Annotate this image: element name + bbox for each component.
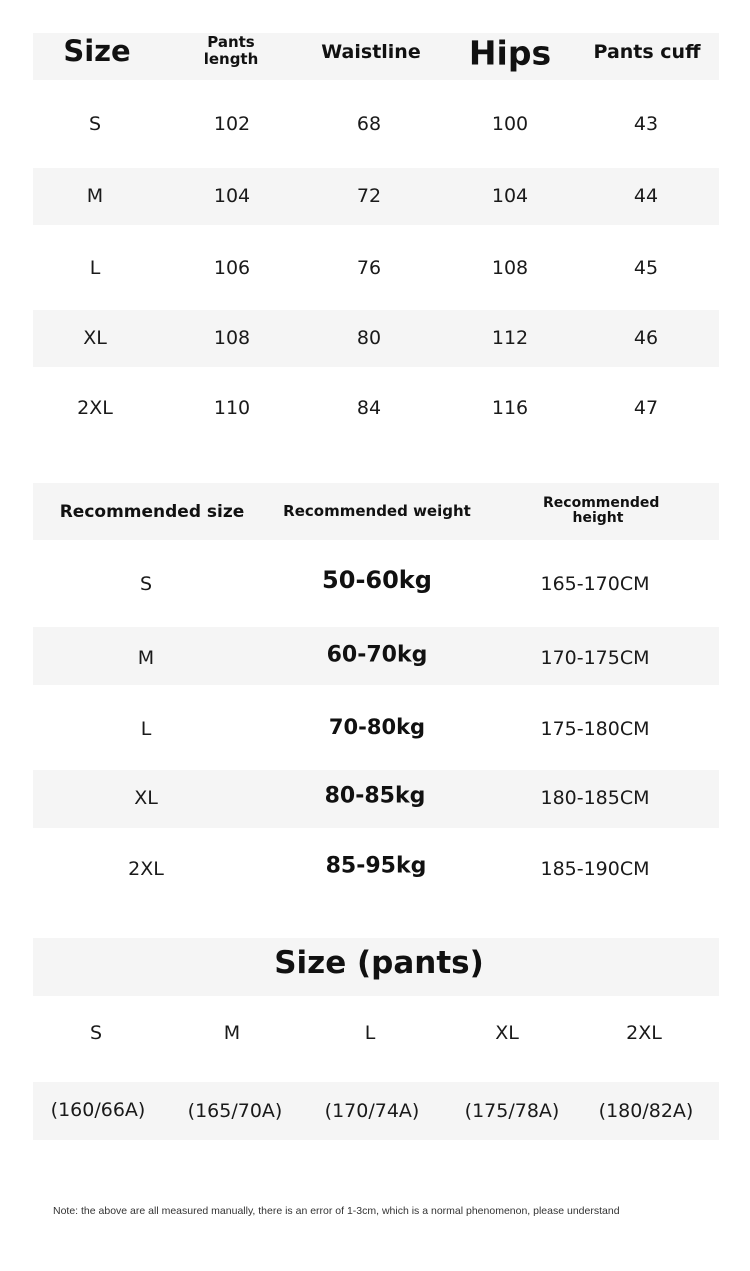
table-cell: 68: [356, 113, 382, 135]
table-cell: M: [137, 647, 155, 669]
table-cell: 106: [213, 257, 251, 279]
table-cell: 170-175CM: [540, 647, 650, 669]
table-cell: 76: [356, 257, 382, 279]
table-cell: 110: [213, 397, 251, 419]
table-cell: 45: [633, 257, 659, 279]
table-cell: 44: [633, 185, 659, 207]
header-recommended-weight: Recommended weight: [283, 502, 471, 520]
header-waistline: Waistline: [321, 41, 421, 63]
table-cell: 50-60kg: [322, 566, 432, 594]
table-cell: 80: [356, 327, 382, 349]
table-cell: S: [139, 573, 153, 595]
table-cell: 112: [491, 327, 529, 349]
table-cell: 116: [491, 397, 529, 419]
table-cell: 175-180CM: [540, 718, 650, 740]
table-cell: L: [140, 718, 152, 740]
header-pants-length: Pants length: [203, 33, 259, 68]
table-cell: 2XL: [77, 397, 113, 419]
table-cell: M: [86, 185, 104, 207]
table-cell: 60-70kg: [326, 642, 428, 668]
table-cell: 108: [213, 327, 251, 349]
pants-size-label: 2XL: [626, 1022, 662, 1044]
pants-size-label: M: [223, 1022, 241, 1044]
table-cell: 84: [356, 397, 382, 419]
table-cell: L: [89, 257, 101, 279]
table-cell: S: [88, 113, 102, 135]
pants-size-label: XL: [495, 1022, 519, 1044]
table-cell: 43: [633, 113, 659, 135]
header-pants-cuff: Pants cuff: [593, 41, 701, 63]
table-cell: 2XL: [128, 858, 164, 880]
measurement-note: Note: the above are all measured manually, there is an error of 1-3cm, which is a normal phenomenon, please understand: [53, 1205, 620, 1217]
table-cell: 185-190CM: [540, 858, 650, 880]
header-size: Size: [63, 34, 131, 68]
table-cell: 47: [633, 397, 659, 419]
pants-size-code: (175/78A): [464, 1100, 560, 1122]
table-cell: 180-185CM: [540, 787, 650, 809]
table-cell: 102: [213, 113, 251, 135]
table-cell: XL: [134, 787, 158, 809]
table-cell: 70-80kg: [328, 715, 426, 739]
table-cell: 108: [491, 257, 529, 279]
pants-size-code: (170/74A): [324, 1100, 420, 1122]
pants-size-code: (180/82A): [598, 1100, 694, 1122]
table-cell: 104: [213, 185, 251, 207]
header-hips: Hips: [468, 33, 552, 73]
table-cell: 100: [491, 113, 529, 135]
table-cell: 46: [633, 327, 659, 349]
pants-size-code: (165/70A): [187, 1100, 283, 1122]
table-cell: 85-95kg: [325, 853, 427, 879]
table-cell: 72: [356, 185, 382, 207]
table-cell: 104: [491, 185, 529, 207]
pants-size-label: S: [89, 1022, 103, 1044]
table-cell: XL: [83, 327, 107, 349]
pants-size-code: (160/66A): [50, 1099, 146, 1121]
pants-size-title: Size (pants): [274, 945, 484, 981]
table-cell: 80-85kg: [324, 783, 426, 809]
pants-size-label: L: [364, 1022, 376, 1044]
header-recommended-height: Recommended height: [543, 495, 660, 526]
table-cell: 165-170CM: [540, 573, 650, 595]
header-recommended-size: Recommended size: [59, 502, 245, 522]
